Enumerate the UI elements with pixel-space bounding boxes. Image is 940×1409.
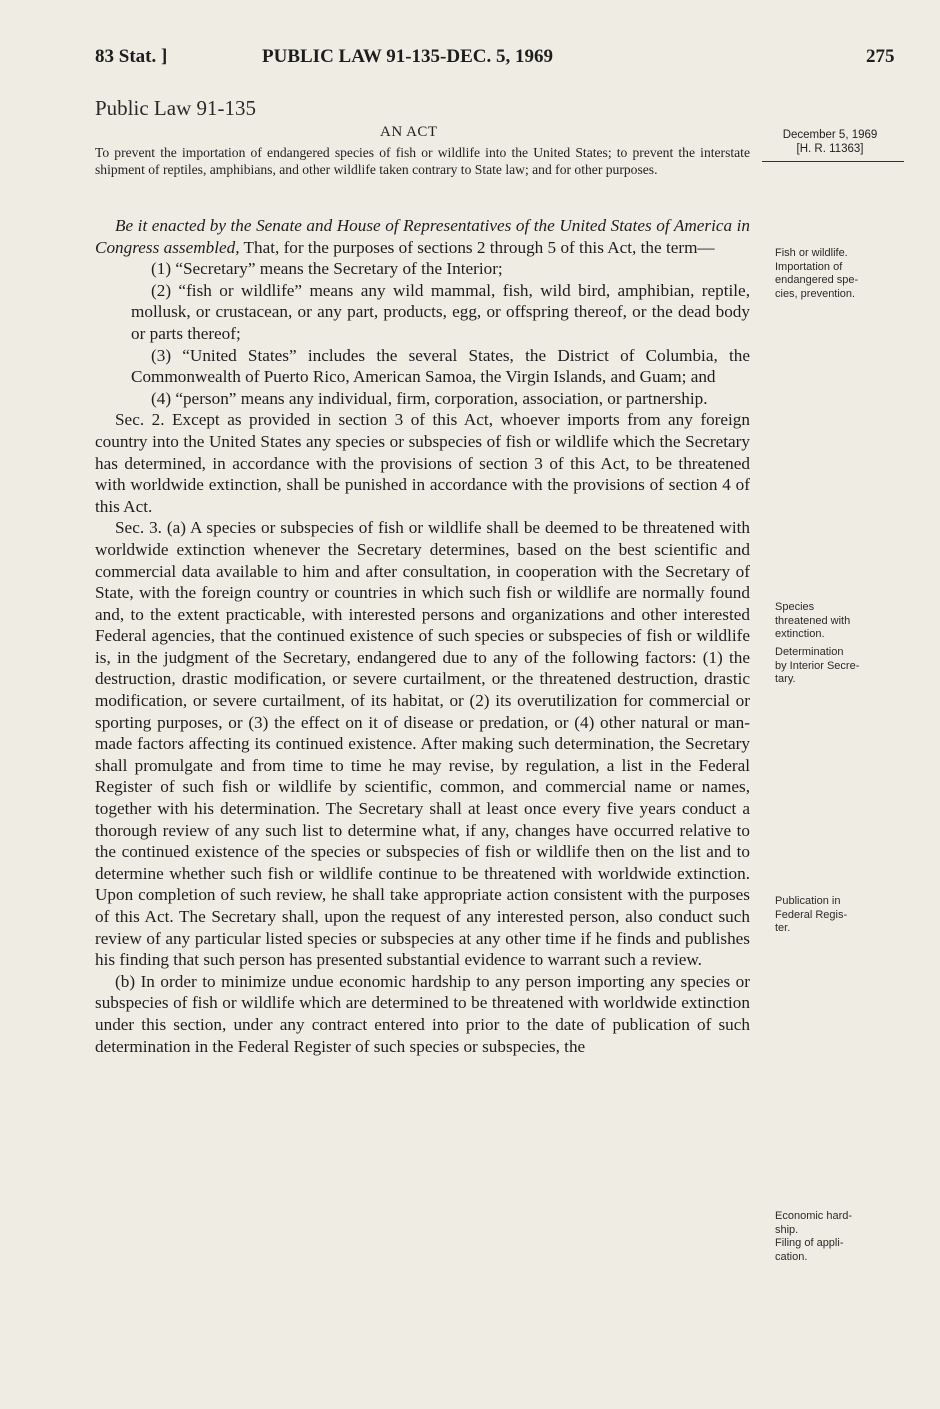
page-number: 275	[866, 46, 895, 67]
definition-fish-or-wildlife: (2) “fish or wildlife” means any wild mammal, fish, wild bird, amphibian, reptile, mollusk, or crustacean, or any part, products, egg, or offspring thereof, or the dead body or parts thereof;	[131, 280, 750, 343]
public-law-title: Public Law 91-135	[95, 96, 256, 120]
enactment-date: December 5, 1969	[782, 129, 878, 141]
enacting-clause: Be it enacted by the Senate and House of Representatives of the United States of America in Congress assembled,	[95, 216, 750, 257]
margin-divider	[762, 161, 904, 162]
sidenote-fish-or-wildlife: Fish or wildlife. Importation of endangered spe- cies, prevention.	[775, 247, 859, 300]
sidenote-species-threatened: Species threatened with extinction.	[775, 601, 851, 640]
act-heading: AN ACT	[380, 124, 438, 140]
act-purpose: To prevent the importation of endangered species of fish or wildlife into the United States; to prevent the interstate shipment of reptiles, amphibians, and other wildlife taken contrary to State law; and for other purposes.	[95, 145, 750, 177]
definition-united-states: (3) “United States” includes the several States, the District of Columbia, the Commonwealth of Puerto Rico, American Samoa, the Virgin Islands, and Guam; and	[131, 345, 750, 387]
section-3a: Sec. 3. (a) A species or subspecies of fish or wildlife shall be deemed to be threatened with worldwide extinction whenever the Secretary determines, based on the best scientific and commercial data available to him and after consultation, in cooperation with the Secretary of State, with the foreign country or countries in which such fish or wildlife are normally found and, to the extent practicable, with interested persons and organizations and other interested Federal agencies, that the continued existence of such species or subspecies of fish or wildlife is, in the judgment of the Secretary, endangered due to any of the following factors: (1) the destruction, drastic modification, or severe curtailment, or the threatened destruction, drastic modification, or severe curtailment, of its habitat, or (2) its overutilization for commercial or sporting purposes, or (3) the effect on it of disease or predation, or (4) other natural or man-made factors affecting its continued existence. After making such determination, the Secretary shall promulgate and from time to time he may revise, by regulation, a list in the Federal Register of such fish or wildlife by scientific, common, and commercial name or names, together with his determination. The Secretary shall at least once every five years conduct a thorough review of any such list to determine what, if any, changes have occurred relative to the continued existence of the species or subspecies of fish or wildlife then on the list and to determine whether such fish or wildlife continue to be threatened with worldwide extinction. Upon completion of such review, he shall take appropriate action consistent with the purposes of this Act. The Secretary shall, upon the request of any interested person, also conduct such review of any particular listed species or subspecies at any other time if he finds and publishes his finding that such person has presented substantial evidence to warrant such a review.	[95, 518, 750, 970]
sidenote-economic-hardship: Economic hard- ship. Filing of appli- cation.	[775, 1210, 853, 1263]
act-body	[95, 215, 750, 1057]
sidenote-publication: Publication in Federal Regis- ter.	[775, 895, 848, 934]
enacting-continuation: That, for the purposes of sections 2 through 5 of this Act, the term—	[239, 237, 715, 257]
bill-number: [H. R. 11363]	[796, 143, 864, 155]
enactment-date-block	[765, 128, 895, 156]
section-3b: (b) In order to minimize undue economic hardship to any person importing any species or subspecies of fish or wildlife which are determined to be threatened with worldwide extinction under this section, under any contract entered into prior to the date of publication of such determination in the Federal Register of such species or subspecies, the	[95, 971, 750, 1056]
running-header: PUBLIC LAW 91-135-DEC. 5, 1969	[262, 46, 554, 67]
section-2: Sec. 2. Except as provided in section 3 of this Act, whoever imports from any foreign country into the United States any species or subspecies of fish or wildlife which the Secretary has determined, in accordance with the provisions of section 3 of this Act, to be threatened with worldwide extinction, shall be punished in accordance with the provisions of section 4 of this Act.	[95, 410, 750, 516]
enacting-paragraph	[95, 215, 750, 258]
definition-secretary: (1) “Secretary” means the Secretary of the Interior;	[151, 259, 503, 279]
sidenote-determination: Determination by Interior Secre- tary.	[775, 646, 860, 685]
statute-citation: 83 Stat. ]	[95, 46, 168, 67]
definition-person: (4) “person” means any individual, firm, corporation, association, or partnership.	[151, 388, 708, 408]
